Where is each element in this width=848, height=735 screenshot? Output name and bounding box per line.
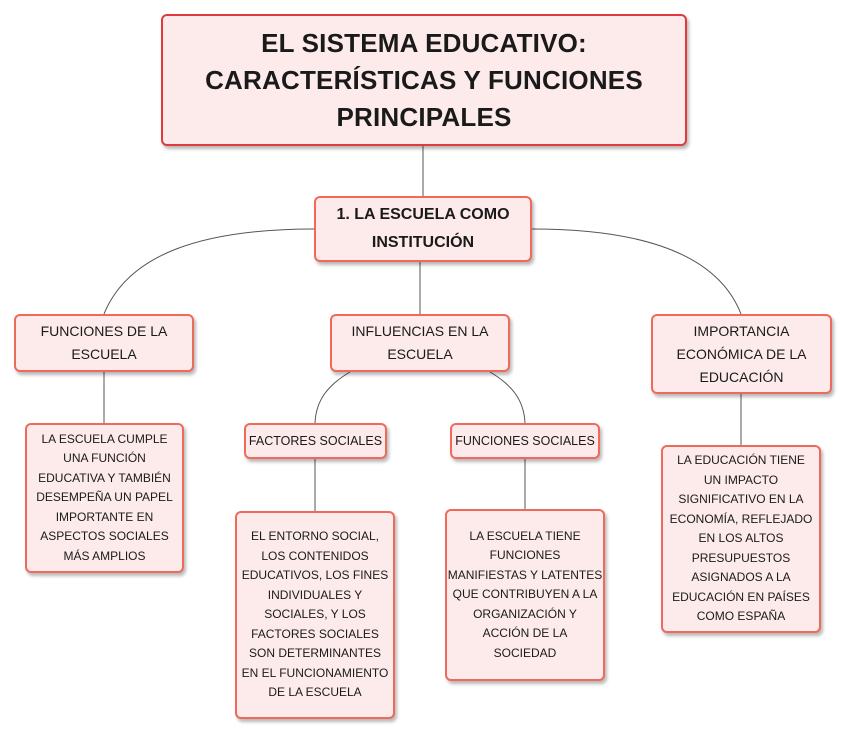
- description-line: LOS CONTENIDOS: [261, 548, 369, 563]
- section-title: [336, 201, 509, 257]
- description-line: EL ENTORNO SOCIAL,: [250, 529, 380, 544]
- description-line: COMO ESPAÑA: [696, 609, 786, 624]
- description-line: UNA FUNCIÓN: [63, 451, 146, 466]
- description-line: SON DETERMINANTES: [248, 646, 381, 661]
- subcategory-label: FACTORES SOCIALES: [248, 434, 383, 448]
- category-label-line: ESCUELA: [71, 346, 137, 362]
- description-line: FACTORES SOCIALES: [251, 626, 379, 641]
- description-line: SOCIALES, Y LOS: [264, 607, 366, 622]
- description-line: IMPORTANTE EN: [55, 509, 154, 524]
- description-line: EDUCATIVA Y TAMBIÉN: [38, 470, 171, 485]
- description-line: DESEMPEÑA UN PAPEL: [36, 490, 173, 505]
- description-line: EN LOS ALTOS: [698, 531, 784, 546]
- description-line: ECONOMÍA, REFLEJADO: [669, 511, 813, 526]
- description-line: SIGNIFICATIVO EN LA: [678, 492, 804, 507]
- root-title-line: PRINCIPALES: [336, 101, 512, 132]
- description-line: FUNCIONES: [489, 548, 561, 563]
- description-line: ORGANIZACIÓN Y: [473, 606, 577, 621]
- description-line: INDIVIDUALES Y: [267, 587, 363, 602]
- category-label-line: IMPORTANCIA: [693, 322, 790, 339]
- description-line: EDUCACIÓN EN PAÍSES: [672, 589, 810, 604]
- root-title-node[interactable]: [161, 14, 687, 146]
- description-text: [448, 527, 602, 664]
- subcategory-label: FUNCIONES SOCIALES: [455, 434, 595, 448]
- connector-influencias-to-factores: [315, 372, 350, 423]
- category-label: [352, 320, 489, 366]
- description-node-importancia[interactable]: [661, 445, 821, 633]
- description-line: EN EL FUNCIONAMIENTO: [241, 665, 389, 680]
- subcategory-node-funciones-sociales[interactable]: [450, 423, 600, 459]
- description-line: ASIGNADOS A LA: [691, 570, 791, 585]
- category-node-importancia[interactable]: [651, 314, 832, 394]
- description-line: MANIFIESTAS Y LATENTES: [447, 567, 603, 582]
- description-line: UN IMPACTO: [703, 472, 779, 487]
- description-line: LA ESCUELA TIENE: [469, 528, 581, 543]
- root-title-line: CARACTERÍSTICAS Y FUNCIONES: [205, 64, 643, 95]
- category-label-line: EDUCACIÓN: [699, 368, 784, 385]
- description-line: SOCIEDAD: [493, 645, 557, 660]
- description-node-factores[interactable]: [235, 511, 395, 719]
- description-node-funciones-sociales[interactable]: [445, 509, 605, 681]
- section-title-line: INSTITUCIÓN: [371, 234, 475, 251]
- category-label-line: ECONÓMICA DE LA: [676, 345, 807, 362]
- description-line: LA ESCUELA CUMPLE: [41, 431, 168, 446]
- subcategory-node-factores[interactable]: [244, 423, 387, 459]
- category-label-line: INFLUENCIAS EN LA: [351, 323, 489, 339]
- section-title-line: 1. LA ESCUELA COMO: [336, 206, 510, 223]
- connector-section-to-funciones: [104, 229, 314, 314]
- description-line: MÁS AMPLIOS: [63, 548, 146, 563]
- description-line: LA EDUCACIÓN TIENE: [677, 453, 805, 468]
- description-line: ASPECTOS SOCIALES: [40, 529, 169, 544]
- category-node-influencias[interactable]: [330, 314, 510, 372]
- connector-influencias-to-funsoc: [490, 372, 525, 423]
- description-line: EDUCATIVOS, LOS FINES: [241, 568, 389, 583]
- description-node-funciones[interactable]: [25, 423, 184, 573]
- description-text: [670, 451, 813, 627]
- description-text: [242, 527, 389, 703]
- category-label-line: FUNCIONES DE LA: [40, 323, 168, 339]
- category-label: [677, 320, 807, 389]
- category-label: [41, 320, 168, 366]
- section-node-escuela-institucion[interactable]: [314, 196, 532, 262]
- category-node-funciones[interactable]: [14, 314, 194, 372]
- root-title: [205, 25, 643, 136]
- description-line: PRESUPUESTOS: [691, 550, 791, 565]
- description-line: DE LA ESCUELA: [268, 685, 362, 700]
- connector-section-to-importancia: [532, 229, 741, 314]
- root-title-line: EL SISTEMA EDUCATIVO:: [261, 27, 587, 58]
- category-label-line: ESCUELA: [387, 346, 453, 362]
- description-text: [36, 430, 173, 567]
- description-line: QUE CONTRIBUYEN A LA: [452, 587, 598, 602]
- description-line: ACCIÓN DE LA: [482, 626, 568, 641]
